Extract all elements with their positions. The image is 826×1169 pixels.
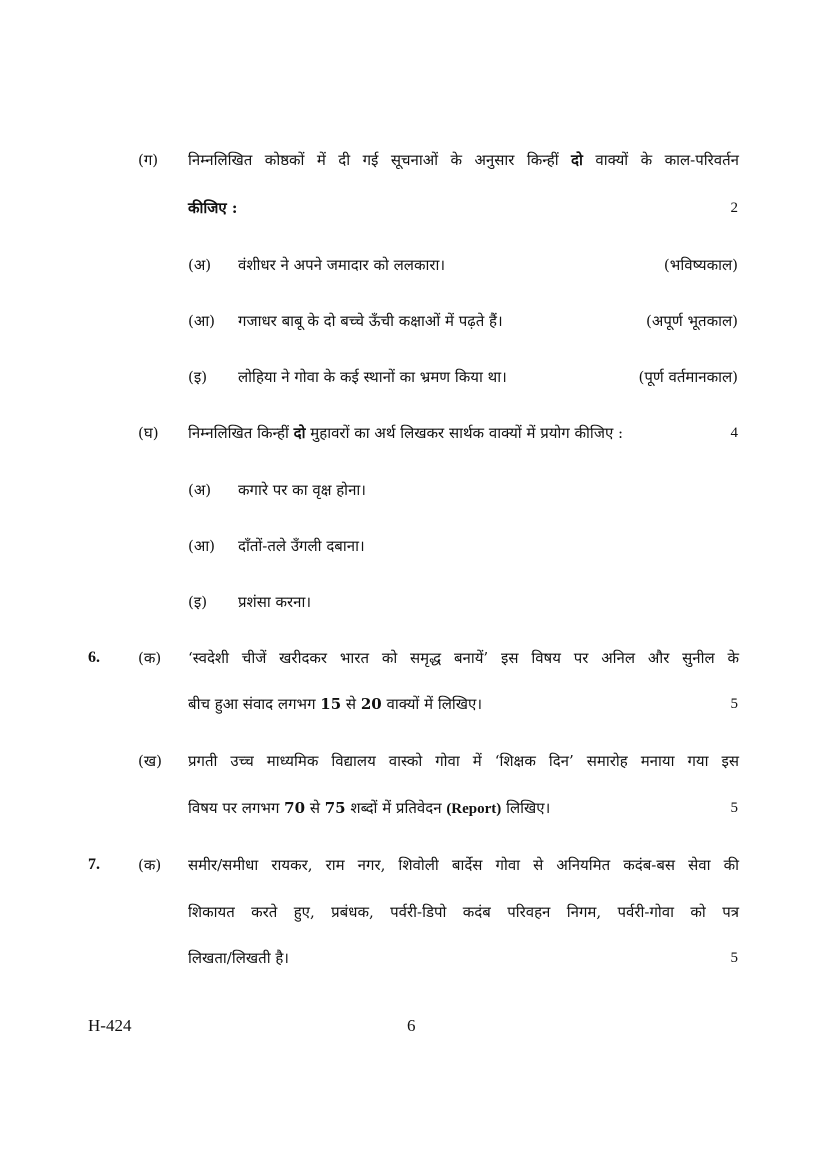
marks-g: 2 [730, 200, 738, 216]
question-6-kha-line-1: प्रगती उच्च माध्यमिक विद्यालय वास्को गोवा में ‘शिक्षक दिन’ समारोह मनाया गया इस [188, 752, 739, 770]
question-g-line-1: निम्नलिखित कोष्ठकों में दी गई सूचनाओं के अनुसार किन्हीं दो वाक्यों के काल-परिवर्तन [188, 151, 739, 169]
item-marker-gh-aa: (आ) [188, 537, 216, 555]
paper-code: H-424 [88, 1016, 132, 1035]
tense-label-g-a: (भविष्यकाल) [663, 256, 738, 274]
question-6-kha-line-2: विषय पर लगभग 70 से 75 शब्दों में प्रतिवेदन (Report) लिखिए। [188, 799, 551, 817]
question-7-ka-line-2: शिकायत करते हुए, प्रबंधक, पर्वरी-डिपो कदंब परिवहन निगम, पर्वरी-गोवा को पत्र [188, 903, 739, 921]
item-marker-gh-i: (इ) [188, 593, 208, 611]
question-7-ka-line-1: समीर/समीधा रायकर, राम नगर, शिवोली बार्देस गोवा से अनियमित कदंब-बस सेवा की [188, 856, 739, 874]
question-number-6: 6. [88, 649, 100, 666]
item-text-g-a: वंशीधर ने अपने जमादार को ललकारा। [238, 256, 446, 274]
question-marker-7-ka: (क) [138, 856, 162, 874]
item-marker-g-aa: (आ) [188, 312, 216, 330]
item-marker-g-i: (इ) [188, 368, 208, 386]
marks-6-ka: 5 [730, 696, 738, 712]
tense-label-g-i: (पूर्ण वर्तमानकाल) [638, 368, 738, 386]
item-text-gh-i: प्रशंसा करना। [238, 593, 312, 611]
item-text-gh-a: कगारे पर का वृक्ष होना। [238, 481, 366, 499]
question-7-ka-line-3: लिखता/लिखती है। [188, 949, 289, 967]
question-6-ka-line-2: बीच हुआ संवाद लगभग 15 से 20 वाक्यों में लिखिए। [188, 695, 483, 713]
marks-gh: 4 [730, 425, 738, 441]
page-number: 6 [407, 1016, 416, 1035]
question-marker-g: (ग) [138, 151, 159, 169]
item-text-g-i: लोहिया ने गोवा के कई स्थानों का भ्रमण किया था। [238, 368, 507, 386]
question-marker-gh: (घ) [138, 424, 159, 442]
item-marker-gh-a: (अ) [188, 481, 212, 499]
item-text-gh-aa: दाँतों-तले उँगली दबाना। [238, 537, 365, 555]
item-marker-g-a: (अ) [188, 256, 212, 274]
question-marker-6-ka: (क) [138, 649, 162, 667]
marks-7-ka: 5 [730, 950, 738, 966]
item-text-g-aa: गजाधर बाबू के दो बच्चे ऊँची कक्षाओं में पढ़ते हैं। [238, 312, 503, 330]
question-6-ka-line-1: ‘स्वदेशी चीजें खरीदकर भारत को समृद्ध बनायें’ इस विषय पर अनिल और सुनील के [188, 649, 739, 667]
tense-label-g-aa: (अपूर्ण भूतकाल) [646, 312, 738, 330]
question-number-7: 7. [88, 856, 100, 873]
question-gh-line-1: निम्नलिखित किन्हीं दो मुहावरों का अर्थ लिखकर सार्थक वाक्यों में प्रयोग कीजिए : [188, 424, 624, 442]
marks-6-kha: 5 [730, 800, 738, 816]
question-g-line-2: कीजिए : [188, 199, 238, 217]
question-marker-6-kha: (ख) [138, 752, 162, 770]
